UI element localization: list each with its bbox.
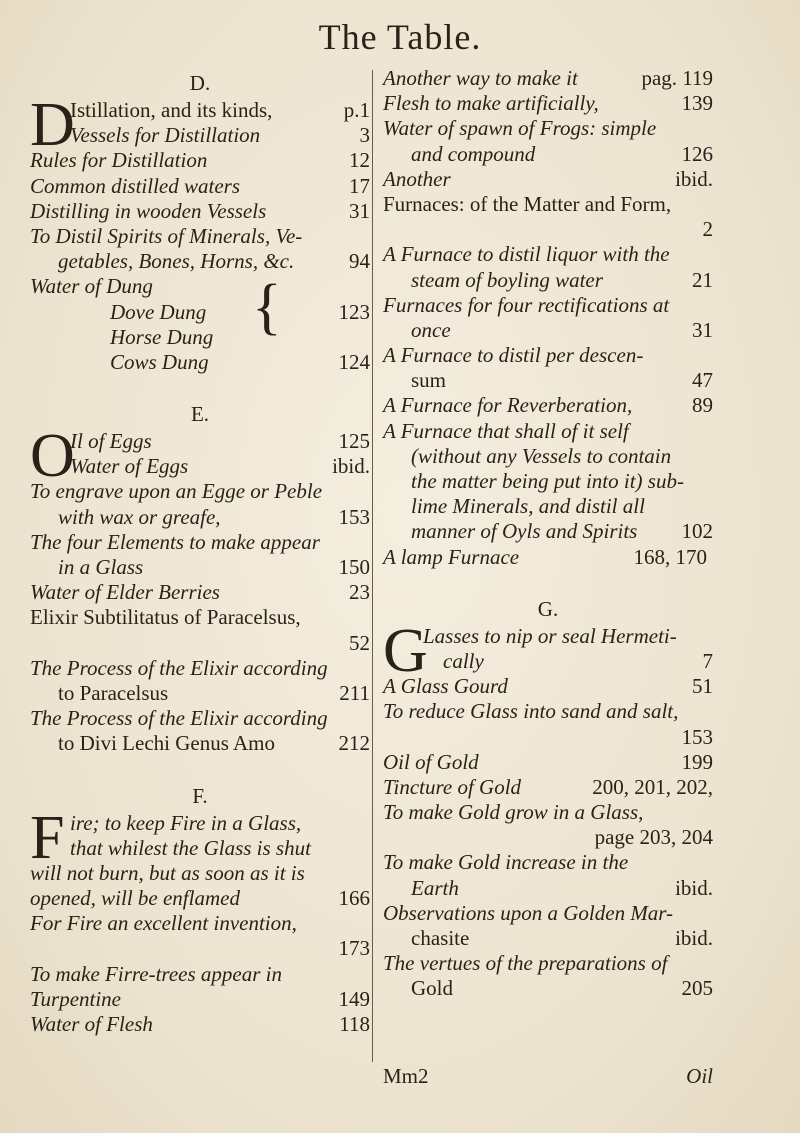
entry-text: once bbox=[411, 317, 451, 342]
column-divider bbox=[372, 70, 373, 1062]
index-entry bbox=[30, 911, 370, 936]
index-entry bbox=[30, 199, 370, 224]
index-entry bbox=[383, 318, 713, 343]
page-ref: 3 bbox=[359, 123, 370, 148]
index-entry bbox=[383, 976, 713, 1001]
entry-text: Tincture of Gold bbox=[383, 774, 522, 799]
page-ref: 150 bbox=[338, 555, 370, 579]
page-ref: 89 bbox=[692, 393, 713, 418]
entry-text: Horse Dung bbox=[110, 324, 214, 349]
index-entry bbox=[30, 861, 370, 886]
index-entry bbox=[383, 545, 713, 570]
section-heading-f: F. bbox=[192, 783, 208, 808]
index-entry bbox=[383, 192, 713, 217]
index-entry bbox=[30, 274, 370, 299]
page-ref: 205 bbox=[681, 976, 713, 1001]
index-entry bbox=[30, 605, 370, 630]
page-ref: 47 bbox=[692, 368, 713, 393]
index-entry bbox=[30, 656, 370, 681]
index-entry bbox=[30, 580, 370, 605]
page-ref: 21 bbox=[692, 267, 713, 292]
page-ref: 12 bbox=[349, 148, 370, 173]
right-column bbox=[383, 66, 713, 1002]
entry-text: Furnaces: of the Matter and Form, bbox=[383, 191, 672, 216]
index-entry bbox=[383, 876, 713, 901]
entry-text: Dove Dung bbox=[110, 299, 207, 324]
index-entry bbox=[383, 66, 713, 91]
page-ref: ibid. bbox=[675, 926, 713, 950]
index-entry bbox=[30, 224, 370, 249]
entry-text: with wax or greafe, bbox=[58, 504, 221, 529]
index-entry bbox=[383, 494, 713, 519]
page-ref: pag. 119 bbox=[641, 66, 713, 90]
entry-text: To make Gold grow in a Glass, bbox=[383, 800, 644, 825]
entry-text: Elixir Subtilitatus of Paracelsus, bbox=[30, 605, 301, 630]
left-column bbox=[30, 66, 370, 1037]
index-entry bbox=[383, 825, 713, 850]
page-ref: 200, 201, 202, bbox=[592, 774, 713, 799]
entry-text: Water of Elder Berries bbox=[30, 580, 220, 605]
index-entry bbox=[383, 167, 713, 192]
entry-text: Earth bbox=[411, 875, 459, 900]
index-entry bbox=[383, 750, 713, 775]
page-ref: 125 bbox=[338, 429, 370, 454]
index-entry bbox=[30, 123, 370, 148]
page-ref: p.1 bbox=[343, 98, 370, 122]
index-entry bbox=[30, 174, 370, 199]
index-entry bbox=[383, 142, 713, 167]
index-entry bbox=[383, 951, 713, 976]
page-ref: ibid. bbox=[675, 166, 713, 191]
entry-text: lime Minerals, and distil all bbox=[411, 494, 645, 519]
index-entry bbox=[383, 343, 713, 368]
page-ref: 124 bbox=[338, 349, 370, 374]
index-entry bbox=[383, 519, 713, 544]
page-ref: page 203, 204 bbox=[594, 825, 713, 850]
page-ref: 52 bbox=[349, 630, 370, 655]
entry-text: A lamp Furnace bbox=[383, 544, 520, 569]
index-entry bbox=[30, 886, 370, 911]
entry-text: in a Glass bbox=[58, 555, 144, 579]
section-heading-g: G. bbox=[537, 596, 559, 621]
index-entry bbox=[30, 962, 370, 987]
entry-text: chasite bbox=[411, 926, 470, 950]
page-footer bbox=[383, 1064, 713, 1090]
index-entry bbox=[383, 775, 713, 800]
entry-text: manner of Oyls and Spirits bbox=[411, 519, 638, 544]
drop-cap-f: F bbox=[30, 803, 65, 872]
page-ref: 173 bbox=[338, 936, 370, 961]
index-entry bbox=[383, 242, 713, 267]
entry-text: Cows Dung bbox=[110, 349, 209, 374]
entry-text: (without any Vessels to contain bbox=[411, 443, 672, 468]
entry-text: the matter being put into it) sub- bbox=[411, 469, 684, 493]
entry-text: Flesh to make artificially, bbox=[383, 91, 599, 116]
entry-text: to Divi Lechi Genus Amo bbox=[58, 731, 275, 756]
entry-text: Vessels for Distillation bbox=[70, 123, 261, 148]
index-entry bbox=[383, 850, 713, 875]
index-entry bbox=[30, 706, 370, 731]
index-entry bbox=[383, 293, 713, 318]
entry-text: To Distil Spirits of Minerals, Ve- bbox=[30, 223, 303, 248]
index-entry bbox=[383, 800, 713, 825]
index-entry bbox=[383, 419, 713, 444]
entry-text: Water of spawn of Frogs: simple bbox=[383, 116, 657, 141]
entry-text: to Paracelsus bbox=[58, 680, 169, 705]
entry-text: Another way to make it bbox=[383, 66, 578, 90]
page-ref: 123 bbox=[338, 299, 370, 324]
index-entry bbox=[30, 325, 370, 350]
page-ref: 149 bbox=[338, 986, 370, 1011]
entry-text: Distilling in wooden Vessels bbox=[30, 198, 267, 223]
entry-text: A Furnace for Reverberation, bbox=[383, 393, 633, 418]
index-entry bbox=[383, 217, 713, 242]
entry-text: Turpentine bbox=[30, 986, 122, 1011]
catchword: Oil bbox=[686, 1064, 713, 1088]
entry-text: Furnaces for four rectifications at bbox=[383, 292, 670, 317]
index-entry bbox=[30, 731, 370, 756]
index-entry bbox=[383, 901, 713, 926]
entry-text: cally bbox=[443, 648, 484, 673]
page-ref: ibid. bbox=[332, 454, 370, 479]
page-ref: 17 bbox=[349, 173, 370, 198]
page-ref: 168, 170 bbox=[633, 544, 707, 569]
page-ref: 153 bbox=[338, 504, 370, 529]
index-entry bbox=[383, 674, 713, 699]
entry-text: A Furnace that shall of it self bbox=[383, 418, 629, 443]
entry-text: steam of boyling water bbox=[411, 267, 603, 292]
page-ref: 31 bbox=[349, 198, 370, 223]
page-ref: 166 bbox=[338, 886, 370, 911]
index-entry bbox=[30, 681, 370, 706]
index-entry bbox=[30, 505, 370, 530]
page-ref: 23 bbox=[349, 580, 370, 605]
entry-text: and compound bbox=[411, 141, 536, 166]
entry-text: To engrave upon an Egge or Peble bbox=[30, 479, 323, 504]
entry-text: getables, Bones, Horns, &c. bbox=[58, 249, 295, 274]
entry-text: Il of Eggs bbox=[70, 429, 152, 454]
entry-text: The Process of the Elixir according bbox=[30, 655, 328, 680]
index-entry bbox=[30, 249, 370, 274]
page-ref: 31 bbox=[692, 317, 713, 342]
index-entry bbox=[383, 91, 713, 116]
entry-text: The Process of the Elixir according bbox=[30, 706, 328, 731]
drop-cap-o: O bbox=[30, 422, 75, 491]
page-ref: 212 bbox=[338, 731, 370, 756]
drop-cap-g: G bbox=[383, 616, 428, 685]
index-entry bbox=[383, 725, 713, 750]
page-ref: 199 bbox=[681, 749, 713, 774]
page-ref: 94 bbox=[349, 249, 370, 274]
page-ref: 7 bbox=[702, 648, 713, 673]
page-ref: 126 bbox=[681, 141, 713, 166]
entry-text: A Glass Gourd bbox=[383, 674, 508, 699]
index-entry bbox=[383, 393, 713, 418]
index-entry bbox=[30, 987, 370, 1012]
entry-text: opened, will be enflamed bbox=[30, 886, 240, 911]
entry-text: Istillation, and its kinds, bbox=[70, 98, 273, 122]
entry-text: A Furnace to distil liquor with the bbox=[383, 242, 670, 267]
drop-cap-d: D bbox=[30, 91, 75, 159]
page-title: The Table. bbox=[318, 17, 482, 57]
index-entry bbox=[383, 444, 713, 469]
index-entry bbox=[30, 148, 370, 173]
entry-text: To reduce Glass into sand and salt, bbox=[383, 699, 679, 724]
section-heading-e: E. bbox=[190, 402, 210, 427]
page-ref: ibid. bbox=[675, 875, 713, 900]
index-entry bbox=[383, 699, 713, 724]
entry-text: To make Firre-trees appear in bbox=[30, 961, 282, 986]
page-ref: 2 bbox=[702, 217, 713, 242]
entry-text: will not burn, but as soon as it is bbox=[30, 860, 305, 885]
index-entry bbox=[30, 1012, 370, 1037]
entry-text: that whilest the Glass is shut bbox=[70, 835, 311, 860]
page-ref: 102 bbox=[681, 519, 713, 544]
index-entry bbox=[383, 649, 713, 674]
brace-mark: { bbox=[252, 272, 282, 341]
entry-text: Observations upon a Golden Mar- bbox=[383, 900, 674, 925]
index-entry bbox=[30, 555, 370, 580]
index-entry bbox=[30, 479, 370, 504]
signature-mark: Mm2 bbox=[383, 1064, 429, 1088]
index-entry bbox=[383, 268, 713, 293]
page-ref: 51 bbox=[692, 674, 713, 699]
entry-text: Another bbox=[383, 166, 451, 191]
entry-text: sum bbox=[411, 368, 447, 393]
entry-text: For Fire an excellent invention, bbox=[30, 911, 297, 936]
entry-text: To make Gold increase in the bbox=[383, 850, 629, 875]
entry-text: ire; to keep Fire in a Glass, bbox=[70, 810, 302, 835]
index-entry bbox=[383, 926, 713, 951]
entry-text: Water of Dung bbox=[30, 274, 153, 299]
section-heading-d: D. bbox=[189, 71, 211, 95]
entry-text: Water of Flesh bbox=[30, 1012, 153, 1036]
entry-text: The vertues of the preparations of bbox=[383, 951, 668, 976]
index-entry bbox=[30, 631, 370, 656]
index-entry bbox=[30, 936, 370, 961]
entry-text: Lasses to nip or seal Hermeti- bbox=[423, 623, 677, 648]
index-entry bbox=[30, 350, 370, 375]
entry-text: Rules for Distillation bbox=[30, 148, 208, 173]
entry-text: Oil of Gold bbox=[383, 749, 479, 774]
entry-text: The four Elements to make appear bbox=[30, 529, 320, 554]
entry-text: Water of Eggs bbox=[70, 454, 189, 479]
index-entry bbox=[383, 116, 713, 141]
page-ref: 211 bbox=[339, 680, 370, 705]
index-entry bbox=[383, 469, 713, 494]
page-ref: 118 bbox=[339, 1012, 370, 1036]
page-ref: 139 bbox=[681, 91, 713, 116]
page-ref: 153 bbox=[681, 724, 713, 749]
entry-text: A Furnace to distil per descen- bbox=[383, 343, 644, 368]
index-entry bbox=[383, 368, 713, 393]
entry-text: Gold bbox=[411, 976, 453, 1001]
entry-text: Common distilled waters bbox=[30, 173, 241, 198]
index-entry bbox=[30, 454, 370, 479]
index-entry bbox=[30, 836, 370, 861]
index-entry bbox=[30, 530, 370, 555]
